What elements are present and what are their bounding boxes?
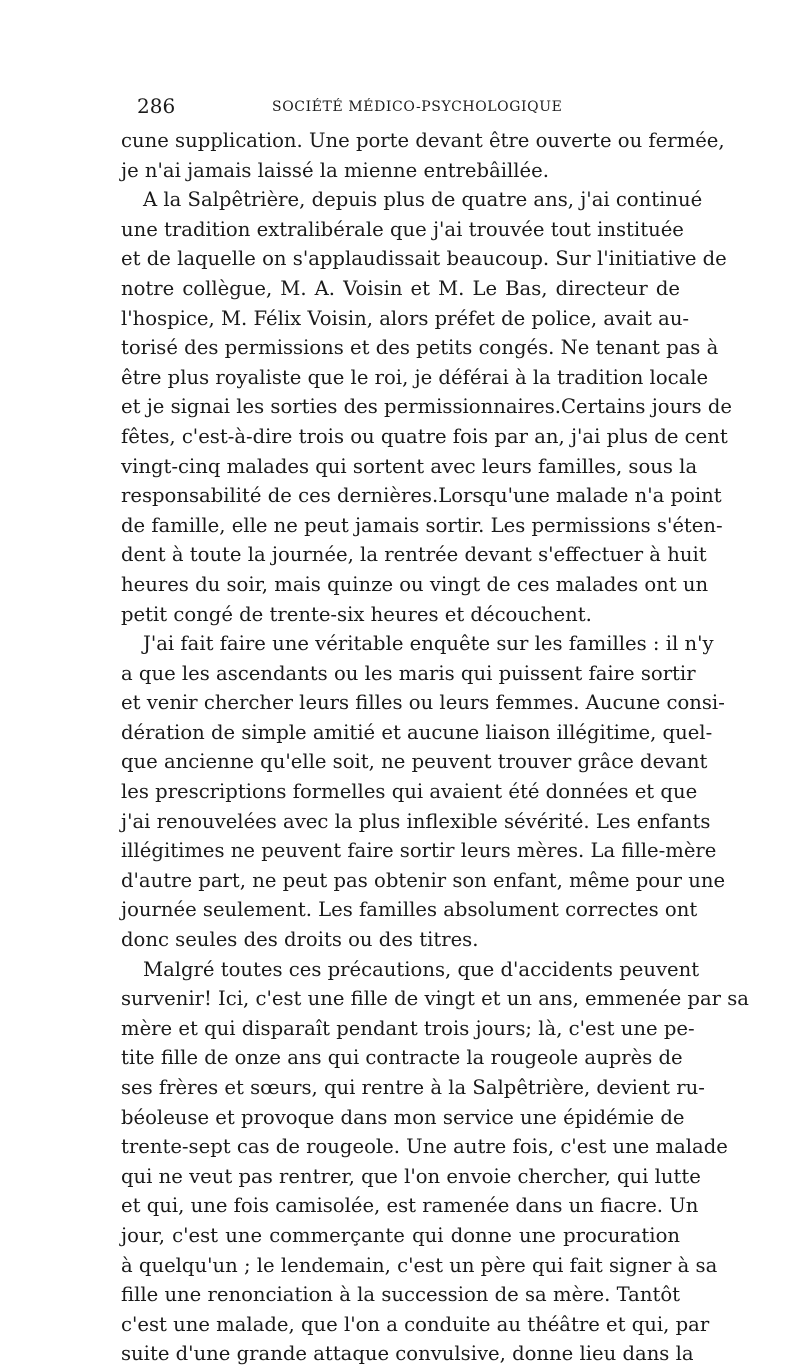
text-line: petit congé de trente-six heures et découchent.	[121, 602, 592, 626]
text-line: donc seules des droits ou des titres.	[121, 928, 479, 952]
text-line: et je signai les sorties des permissionnaires.Certains jours de	[121, 395, 732, 419]
text-line: à quelqu'un ; le lendemain, c'est un père qui fait signer à sa	[121, 1253, 718, 1277]
text-line: je n'ai jamais laissé la mienne entrebâillée.	[121, 158, 549, 182]
text-line: et qui, une fois camisolée, est ramenée dans un fiacre. Un	[121, 1194, 699, 1218]
text-line: dération de simple amitié et aucune liaison illégitime, quel-	[121, 720, 713, 744]
body-text	[121, 126, 749, 1369]
page-number: 286	[137, 94, 176, 118]
text-line: béoleuse et provoque dans mon service une épidémie de	[121, 1105, 685, 1129]
text-line: les prescriptions formelles qui avaient été données et que	[121, 780, 698, 804]
text-line: tite fille de onze ans qui contracte la rougeole auprès de	[121, 1046, 683, 1070]
text-line: Malgré toutes ces précautions, que d'accidents peuvent	[143, 957, 700, 981]
text-line: survenir! Ici, c'est une fille de vingt et un ans, emmenée par sa	[121, 987, 749, 1011]
text-line: responsabilité de ces dernières.Lorsqu'une malade n'a point	[121, 484, 722, 508]
text-line: J'ai fait faire une véritable enquête sur les familles : il n'y	[143, 632, 714, 656]
text-line: heures du soir, mais quinze ou vingt de ces malades ont un	[121, 572, 709, 596]
page-header	[137, 94, 677, 120]
text-line: journée seulement. Les familles absolument correctes ont	[121, 898, 698, 922]
text-line: être plus royaliste que le roi, je déférai à la tradition locale	[121, 365, 709, 389]
text-line: torisé des permissions et des petits congés. Ne tenant pas à	[121, 336, 719, 360]
text-line: jour, c'est une commerçante qui donne une procuration	[121, 1223, 680, 1247]
text-line: et venir chercher leurs filles ou leurs femmes. Aucune consi-	[121, 691, 725, 715]
text-line: c'est une malade, que l'on a conduite au théâtre et qui, par	[121, 1312, 710, 1336]
text-line: que ancienne qu'elle soit, ne peuvent trouver grâce devant	[121, 750, 708, 774]
text-line: notre collègue, M. A. Voisin et M. Le Bas, directeur de	[121, 276, 680, 300]
text-line: mère et qui disparaît pendant trois jours; là, c'est une pe-	[121, 1016, 695, 1040]
text-line: illégitimes ne peuvent faire sortir leurs mères. La fille-mère	[121, 839, 717, 863]
text-line: dent à toute la journée, la rentrée devant s'effectuer à huit	[121, 543, 707, 567]
text-line: fêtes, c'est-à-dire trois ou quatre fois par an, j'ai plus de cent	[121, 424, 728, 448]
text-line: et de laquelle on s'applaudissait beaucoup. Sur l'initiative de	[121, 247, 727, 271]
text-line: qui ne veut pas rentrer, que l'on envoie chercher, qui lutte	[121, 1164, 701, 1188]
text-line: fille une renonciation à la succession de sa mère. Tantôt	[121, 1283, 680, 1307]
text-line: A la Salpêtrière, depuis plus de quatre ans, j'ai continué	[143, 188, 703, 212]
text-line: cune supplication. Une porte devant être ouverte ou fermée,	[121, 129, 725, 152]
running-title: SOCIÉTÉ MÉDICO-PSYCHOLOGIQUE	[272, 99, 563, 115]
text-line: une tradition extralibérale que j'ai trouvée tout instituée	[121, 217, 684, 241]
text-line: d'autre part, ne peut pas obtenir son enfant, même pour une	[121, 868, 726, 892]
text-line: ses frères et sœurs, qui rentre à la Salpêtrière, devient ru-	[121, 1076, 705, 1099]
text-line: de famille, elle ne peut jamais sortir. Les permissions s'éten-	[121, 513, 723, 537]
text-line: suite d'une grande attaque convulsive, donne lieu dans la	[121, 1342, 694, 1366]
text-line: trente-sept cas de rougeole. Une autre fois, c'est une malade	[121, 1135, 728, 1159]
text-line: j'ai renouvelées avec la plus inflexible sévérité. Les enfants	[121, 809, 711, 833]
text-line: vingt-cinq malades qui sortent avec leurs familles, sous la	[121, 454, 698, 478]
text-line: a que les ascendants ou les maris qui puissent faire sortir	[121, 661, 696, 685]
text-line: l'hospice, M. Félix Voisin, alors préfet de police, avait au-	[121, 306, 690, 330]
